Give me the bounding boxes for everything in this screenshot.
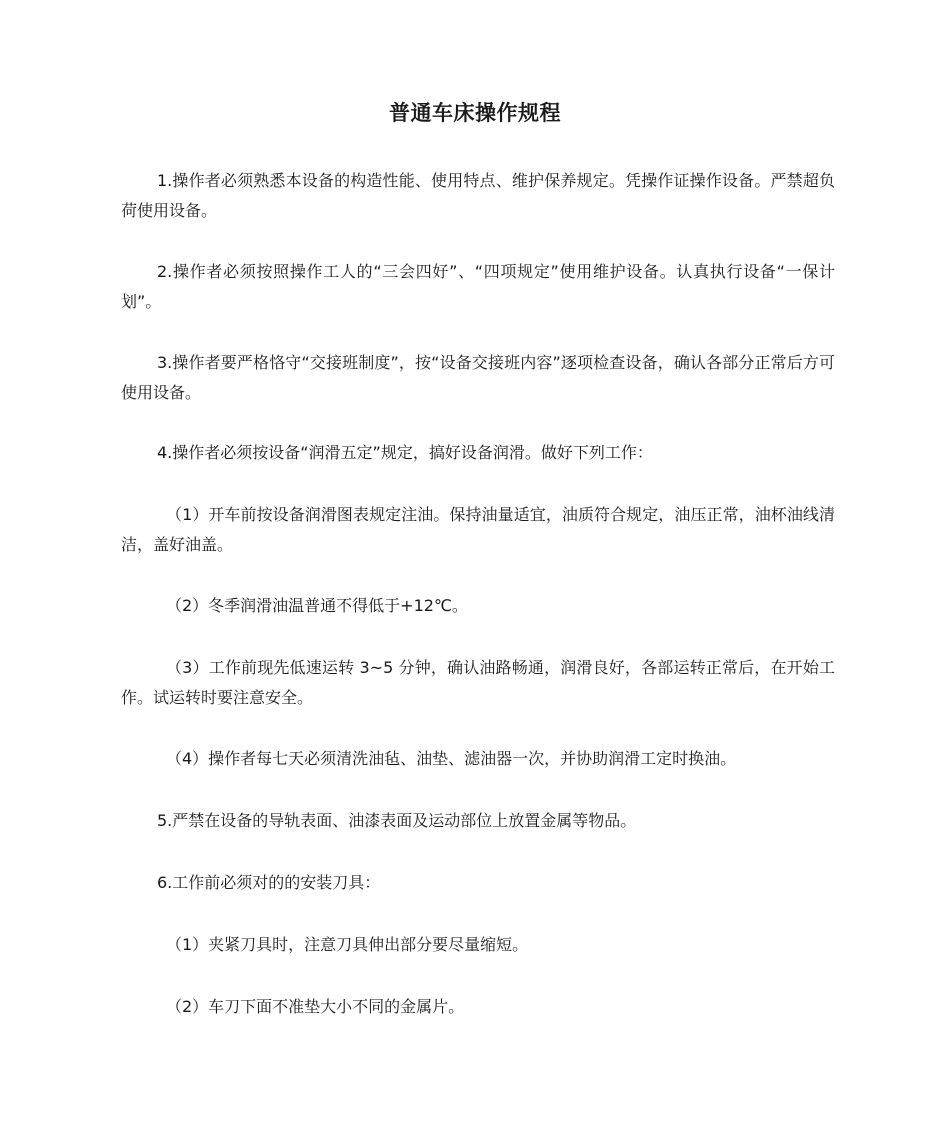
document-title: 普通车床操作规程 <box>389 101 561 125</box>
paragraph-rule-6-item-1: （1）夹紧刀具时，注意刀具伸出部分要尽量缩短。 <box>166 935 529 954</box>
paragraph-rule-6-item-2: （2）车刀下面不准垫大小不同的金属片。 <box>166 997 465 1016</box>
paragraph-rule-4-item-1: （1）开车前按设备润滑图表规定注油。保持油量适宜，油质符合规定，油压正常，油杯油线清洁，盖好油盖。 <box>121 505 835 554</box>
paragraph-rule-2: 2.操作者必须按照操作工人的“三会四好”、“四项规定”使用维护设备。认真执行设备“一保计划”。 <box>121 262 835 311</box>
paragraph-rule-4-item-4: （4）操作者每七天必须清洗油毡、油垫、滤油器一次，并协助润滑工定时换油。 <box>166 749 737 768</box>
paragraph-rule-6: 6.工作前必须对的的安装刀具： <box>157 873 381 892</box>
paragraph-rule-4: 4.操作者必须按设备“润滑五定”规定，搞好设备润滑。做好下列工作： <box>157 443 653 462</box>
paragraph-rule-4-item-2: （2）冬季润滑油温普通不得低于+12℃。 <box>166 596 468 615</box>
paragraph-rule-5: 5.严禁在设备的导轨表面、油漆表面及运动部位上放置金属等物品。 <box>157 811 637 830</box>
paragraph-rule-1: 1.操作者必须熟悉本设备的构造性能、使用特点、维护保养规定。凭操作证操作设备。严禁超负荷使用设备。 <box>121 171 835 220</box>
paragraph-rule-4-item-3: （3）工作前现先低速运转 3~5 分钟，确认油路畅通，润滑良好，各部运转正常后，在开始工作。试运转时要注意安全。 <box>121 658 835 707</box>
paragraph-rule-3: 3.操作者要严格恪守“交接班制度”，按“设备交接班内容”逐项检查设备，确认各部分正常后方可使用设备。 <box>121 353 835 402</box>
